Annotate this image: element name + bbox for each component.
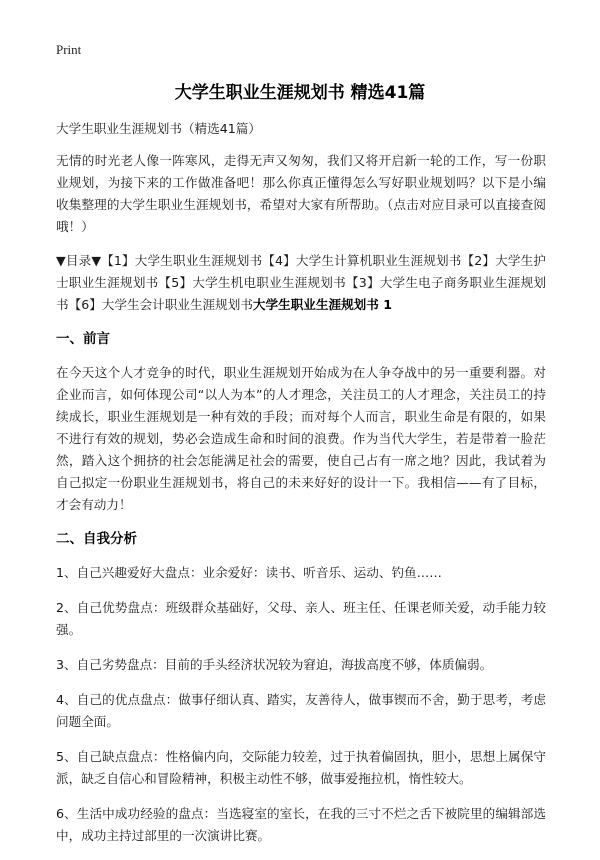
document-subtitle: 大学生职业生涯规划书（精选41篇） [56,121,261,136]
document-body [56,118,546,860]
section-heading-self-analysis: 二、自我分析 [56,531,137,547]
document-title: 大学生职业生涯规划书 精选41篇 [174,83,426,103]
section-heading-preface: 一、前言 [56,331,110,347]
list-item: 1、自己兴趣爱好大盘点：业余爱好：读书、听音乐、运动、钓鱼…… [56,565,442,580]
toc-current-heading: 大学生职业生涯规划书 1 [252,297,393,312]
intro-paragraph: 无情的时光老人像一阵寒风，走得无声又匆匆，我们又将开启新一轮的工作，写一份职业规划，为接下来的工作做准备吧！那么你真正懂得怎么写好职业规划吗？以下是小编收集整理的大学生职业生涯规划书，希望对大家有所帮助。（点击对应目录可以直接查阅哦！） [56,153,546,234]
list-item: 4、自己的优点盘点：做事仔细认真、踏实，友善待人，做事锲而不舍，勤于思考，考虑问题全面。 [56,692,546,729]
preface-paragraph: 在今天这个人才竞争的时代，职业生涯规划开始成为在人争夺战中的另一重要利器。对企业而言，如何体现公司“以人为本”的人才理念，关注员工的人才理念，关注员工的持续成长，职业生涯规划是一种有效的手段；而对每个人而言，职业生命是有限的，如果不进行有效的规划，势必会造成生命和时间的浪费。作为当代大学生，若是带着一脸茫然，踏入这个拥挤的社会怎能满足社会的需要，使自己占有一席之地？因此，我试着为自己拟定一份职业生涯规划书，将自己的未来好好的设计一下。我相信——有了目标，才会有动力！ [56,365,546,512]
list-item: 2、自己优势盘点：班级群众基础好，父母、亲人、班主任、任课老师关爱，动手能力较强。 [56,600,546,637]
list-item: 3、自己劣势盘点：目前的手头经济状况较为窘迫，海拔高度不够，体质偏弱。 [56,657,493,672]
list-item: 5、自己缺点盘点：性格偏内向，交际能力较差，过于执着偏固执，胆小，思想上属保守派，缺乏自信心和冒险精神，积极主动性不够，做事爱拖拉机，惰性较大。 [56,749,546,786]
list-item: 6、生活中成功经验的盘点：当选寝室的室长，在我的三寸不烂之舌下被院里的编辑部选中，成功主持过部里的一次演讲比赛。 [56,806,546,843]
print-label[interactable]: Print [56,42,82,57]
toc-links[interactable]: ▼目录▼【1】大学生职业生涯规划书【4】大学生计算机职业生涯规划书【2】大学生护士职业生涯规划书【5】大学生机电职业生涯规划书【3】大学生电子商务职业生涯规划书【6】大学生会计职业生涯规划书 [56,253,546,312]
table-of-contents [56,250,546,316]
